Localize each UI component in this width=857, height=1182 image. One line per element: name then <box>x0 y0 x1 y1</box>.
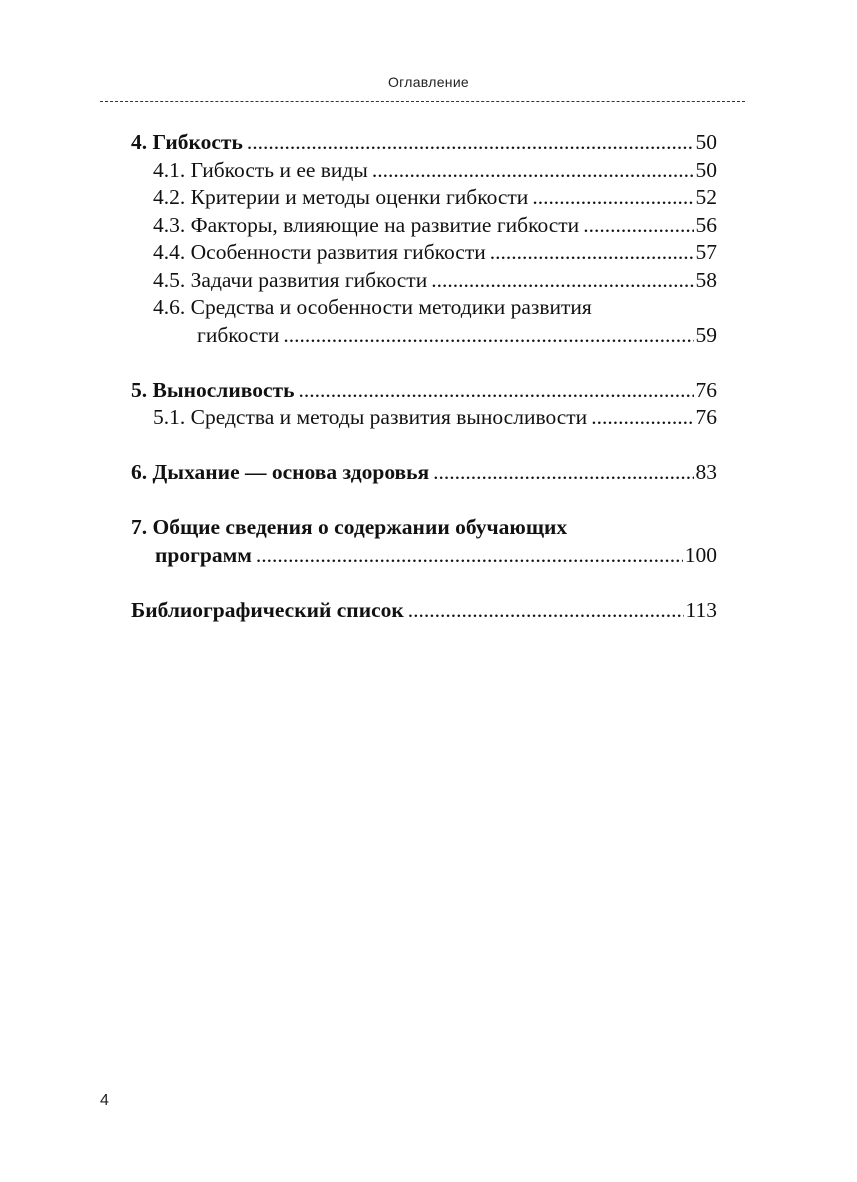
toc-entry-4-4[interactable] <box>131 239 717 267</box>
leader-dots <box>298 377 693 405</box>
toc-page-number: 76 <box>695 377 717 402</box>
leader-dots <box>408 597 684 625</box>
leader-dots <box>490 239 694 267</box>
toc-entry-title: 4.4. Особенности развития гибкости <box>153 240 486 264</box>
leader-dots <box>532 184 693 212</box>
leader-dots <box>283 322 693 350</box>
toc-entry-title: 4.5. Задачи развития гибкости <box>153 267 428 292</box>
toc-entry-title: 4.1. Гибкость и ее виды <box>153 157 368 182</box>
toc-entry-5-1[interactable] <box>131 404 717 432</box>
toc-page-number: 113 <box>685 597 717 622</box>
leader-dots <box>433 459 693 487</box>
toc-entry-title: 5. Выносливость <box>131 377 295 402</box>
toc-entry-title-continuation: гибкости <box>197 322 280 347</box>
leader-dots <box>583 212 693 240</box>
toc-entry-4-2[interactable] <box>131 184 717 212</box>
header-rule <box>100 101 745 102</box>
leader-dots <box>591 404 693 432</box>
toc-entry-title: Библиографический список <box>131 597 404 622</box>
toc-entry-title: 5.1. Средства и методы развития выносливости <box>153 405 588 429</box>
toc-entry-title-continuation: программ <box>155 542 252 567</box>
leader-dots <box>372 157 694 185</box>
toc-page-number: 52 <box>695 185 717 209</box>
toc-entry-chapter-5[interactable] <box>131 377 717 405</box>
table-of-contents <box>131 129 717 624</box>
toc-page-number: 59 <box>695 322 717 347</box>
toc-entry-4-3[interactable] <box>131 212 717 240</box>
leader-dots <box>431 267 693 295</box>
toc-page-number: 58 <box>695 267 717 292</box>
page-number: 4 <box>100 1092 109 1109</box>
toc-page-number: 57 <box>695 240 717 264</box>
toc-entry-title: 4. Гибкость <box>131 130 243 154</box>
toc-entry-chapter-6[interactable] <box>131 459 717 487</box>
toc-entry-title: 4.6. Средства и особенности методики развития <box>153 295 592 319</box>
toc-page-number: 50 <box>695 157 717 182</box>
toc-entry-title: 7. Общие сведения о содержании обучающих <box>131 515 568 539</box>
toc-entry-title: 6. Дыхание — основа здоровья <box>131 460 430 484</box>
toc-page-number: 100 <box>684 542 717 567</box>
leader-dots <box>256 542 683 570</box>
toc-page-number: 50 <box>695 130 717 154</box>
toc-entry-4-6[interactable] <box>131 294 717 349</box>
leader-dots <box>247 129 694 157</box>
toc-page-number: 83 <box>695 460 717 484</box>
toc-entry-4-5[interactable] <box>131 267 717 295</box>
toc-entry-bibliography[interactable] <box>131 597 717 625</box>
toc-entry-title: 4.3. Факторы, влияющие на развитие гибкости <box>153 212 580 237</box>
toc-page-number: 76 <box>695 405 717 429</box>
toc-entry-chapter-4[interactable] <box>131 129 717 157</box>
toc-entry-4-1[interactable] <box>131 157 717 185</box>
toc-entry-chapter-7[interactable] <box>131 514 717 569</box>
running-head: Оглавление <box>387 74 470 90</box>
toc-page-number: 56 <box>695 212 717 237</box>
toc-entry-title: 4.2. Критерии и методы оценки гибкости <box>153 185 529 209</box>
